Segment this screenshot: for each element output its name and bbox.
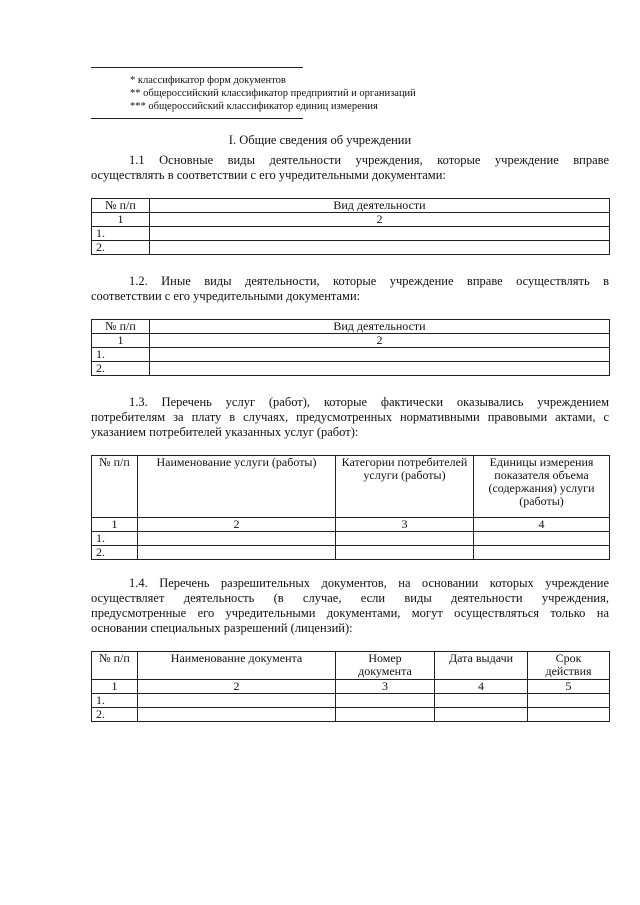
index-cell: 2 [150,213,610,227]
table-header-row [92,456,610,518]
header-cell: № п/п [92,652,138,680]
table-cell [336,708,435,722]
paragraph-1-3 [91,395,609,440]
index-cell: 3 [336,518,474,532]
footnote-top-rule [91,67,303,68]
table-cell [528,694,610,708]
table-index-row [92,680,610,694]
permits-table [91,651,610,722]
table-cell [138,708,336,722]
table-cell [138,694,336,708]
table-row [92,708,610,722]
table-cell [150,227,610,241]
index-cell: 4 [474,518,610,532]
index-cell: 1 [92,213,150,227]
table-cell [528,708,610,722]
other-activities-table [91,319,610,376]
paragraph-line: соответствии с его учредительными документами: [91,289,361,303]
paragraph-line: потребителям за плату в случаях, предусмотренных нормативными правовыми актами, с [91,410,609,424]
table-cell [150,362,610,376]
table-index-row [92,518,610,532]
paragraph-line: 1.2. Иные виды деятельности, которые учреждение вправе осуществлять в [129,274,609,288]
paragraph-line: указанием потребителей указанных услуг (работ): [91,425,359,439]
paragraph-line: осуществлять в соответствии с его учредительными документами: [91,168,446,182]
table-cell [150,241,610,255]
header-cell: № п/п [92,320,150,334]
footnote-3: *** общероссийский классификатор единиц измерения [130,101,378,112]
table-cell [336,694,435,708]
paragraph-line: 1.4. Перечень разрешительных документов, на основании которых учреждение [129,576,609,590]
table-cell [435,708,528,722]
header-cell: № п/п [92,199,150,213]
header-cell: Категории потребителей услуги (работы) [336,456,474,518]
index-cell: 1 [92,334,150,348]
table-row [92,546,610,560]
table-cell [138,546,336,560]
header-cell: Единицы измерения показателя объема (содержания) услуги (работы) [474,456,610,518]
table-index-row [92,213,610,227]
table-header-row [92,199,610,213]
paragraph-line: основании специальных разрешений (лицензий): [91,621,353,635]
header-cell: № п/п [92,456,138,518]
paragraph-line: 1.3. Перечень услуг (работ), которые фактически оказывались учреждением [129,395,609,409]
table-row [92,227,610,241]
paragraph-line: предусмотренные его учредительными документами, могут осуществляться только на [91,606,609,620]
header-cell: Вид деятельности [150,199,610,213]
row-number: 2. [92,546,138,560]
table-cell [435,694,528,708]
row-number: 1. [92,227,150,241]
table-header-row [92,652,610,680]
paragraph-line: 1.1 Основные виды деятельности учреждения, которые учреждение вправе [129,153,609,167]
row-number: 1. [92,348,150,362]
table-index-row [92,334,610,348]
row-number: 1. [92,694,138,708]
index-cell: 3 [336,680,435,694]
table-cell [474,546,610,560]
index-cell: 2 [150,334,610,348]
services-table [91,455,610,560]
header-cell: Срок действия [528,652,610,680]
footnote-1: * классификатор форм документов [130,75,286,86]
index-cell: 4 [435,680,528,694]
index-cell: 1 [92,518,138,532]
table-cell [336,546,474,560]
table-cell [150,348,610,362]
paragraph-1-4 [91,576,609,636]
table-row [92,362,610,376]
table-cell [138,532,336,546]
index-cell: 2 [138,680,336,694]
paragraph-1-2 [91,274,609,304]
paragraph-1-1 [91,153,609,183]
table-cell [474,532,610,546]
index-cell: 2 [138,518,336,532]
index-cell: 5 [528,680,610,694]
row-number: 2. [92,708,138,722]
header-cell: Наименование документа [138,652,336,680]
section-title: I. Общие сведения об учреждении [228,133,412,147]
row-number: 2. [92,241,150,255]
header-cell: Вид деятельности [150,320,610,334]
header-cell: Номер документа [336,652,435,680]
row-number: 2. [92,362,150,376]
table-header-row [92,320,610,334]
footnote-bottom-rule [91,118,303,119]
header-cell: Дата выдачи [435,652,528,680]
paragraph-line: осуществляет деятельность (в случае, если виды деятельности учреждения, [91,591,609,605]
table-row [92,532,610,546]
footnote-2: ** общероссийский классификатор предприятий и организаций [130,88,416,99]
table-cell [336,532,474,546]
index-cell: 1 [92,680,138,694]
table-row [92,348,610,362]
header-cell: Наименование услуги (работы) [138,456,336,518]
activities-table [91,198,610,255]
table-row [92,694,610,708]
table-row [92,241,610,255]
row-number: 1. [92,532,138,546]
